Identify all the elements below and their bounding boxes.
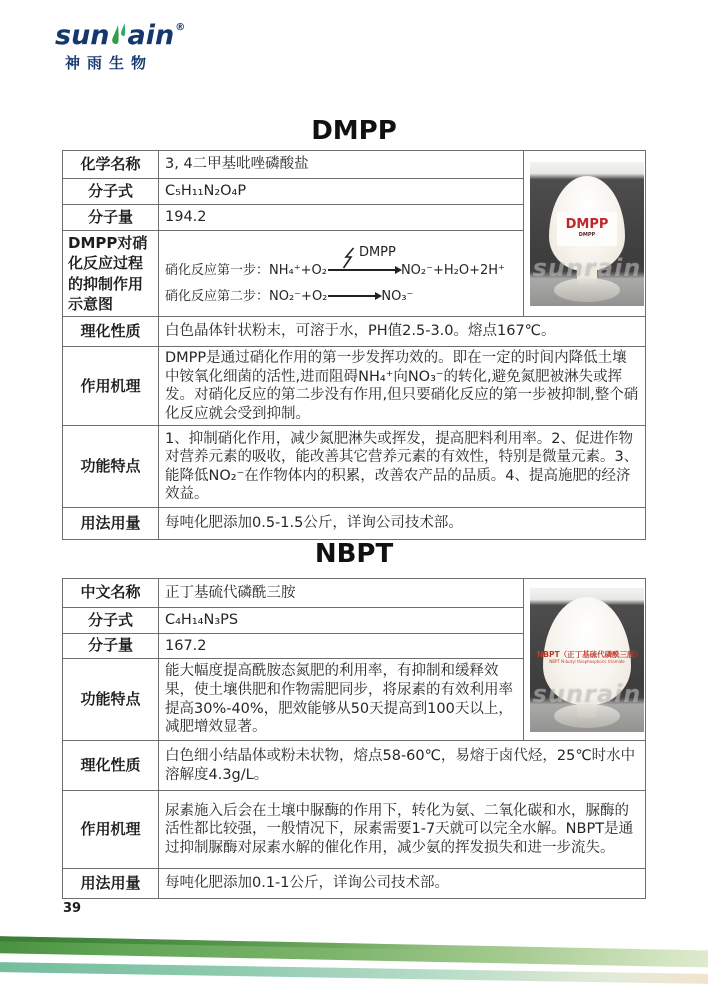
nbpt-sample-label-text: NBPT（正丁基硫代磷酰三胺）: [537, 649, 643, 659]
registered-mark: ®: [175, 22, 186, 33]
dmpp-weight-label: 分子量: [63, 205, 159, 231]
dmpp-usage-value: 每吨化肥添加0.5-1.5公斤，详询公司技术部。: [159, 508, 646, 540]
nbpt-features-value: 能大幅度提高酰胺态氮肥的利用率，有抑制和缓释效果，使土壤供肥和作物需肥同步，将尿素的有效利用率提高30%-40%，肥效能够从50天提高到100天以上，减肥增效显著。: [159, 659, 524, 741]
step2-products: NO₃⁻: [381, 289, 414, 304]
nbpt-weight-value: 167.2: [159, 634, 524, 659]
nitrification-step1: [165, 245, 517, 280]
dmpp-product-photo: [530, 162, 644, 306]
step1-reactants: NH₄⁺+O₂: [269, 263, 327, 279]
nbpt-photo-cell: [524, 579, 646, 741]
reaction-arrow: [328, 245, 400, 271]
nbpt-features-label: 功能特点: [63, 659, 159, 741]
dmpp-properties-label: 理化性质: [63, 317, 159, 347]
nbpt-mechanism-label: 作用机理: [63, 791, 159, 869]
step2-label: 硝化反应第二步：: [165, 289, 270, 304]
photo-watermark: sunrain: [532, 679, 642, 708]
nbpt-formula-label: 分子式: [63, 608, 159, 634]
nbpt-product-photo: [530, 588, 644, 732]
dmpp-features-value: 1、抑制硝化作用，减少氮肥淋失或挥发，提高肥料利用率。2、促进作物对营养元素的吸收，能改善其它营养元素的有效性，特别是微量元素。3、能降低NO₂⁻在作物体内的积累，改善农产品的品质。4、提高施肥的经济效益。: [159, 426, 646, 508]
brand-chinese-name: 神雨生物: [65, 54, 154, 72]
reaction-arrow: [328, 295, 380, 297]
dmpp-spec-table: [62, 150, 646, 540]
nbpt-section-title: NBPT: [314, 539, 394, 569]
dmpp-usage-label: 用法用量: [63, 508, 159, 540]
nitrification-step2: [165, 289, 517, 306]
nbpt-sample-label-subtext: NBPT N-butyl thiophosphoric triamide: [549, 658, 625, 664]
dmpp-photo-cell: [524, 151, 646, 317]
dmpp-reaction-diagram: [159, 231, 524, 317]
nbpt-chem-name-label: 中文名称: [63, 579, 159, 608]
dmpp-formula-value: C₅H₁₁N₂O₄P: [159, 179, 524, 205]
brand-wordmark: [55, 22, 205, 49]
table-row: [63, 317, 646, 347]
nbpt-usage-value: 每吨化肥添加0.1-1公斤，详询公司技术部。: [159, 869, 646, 899]
lightning-bolt-icon: [342, 247, 355, 269]
brand-text-sun: sun: [55, 20, 110, 51]
nbpt-weight-label: 分子量: [63, 634, 159, 659]
dmpp-mechanism-value: DMPP是通过硝化作用的第一步发挥功效的。即在一定的时间内降低土壤中铵氧化细菌的活性,进而阻碍NH₄⁺向NO₃⁻的转化,避免氮肥被淋失或挥发。对硝化反应的第二步没有作用,但只要硝化反应的第一步被抑制,整个硝化反应就会受到抑制。: [159, 347, 646, 426]
nbpt-mechanism-value: 尿素施入后会在土壤中脲酶的作用下，转化为氨、二氧化碳和水，脲酶的活性都比较强，一般情况下，尿素需要1-7天就可以完全水解。NBPT是通过抑制脲酶对尿素水解的催化作用，减少氨的挥发损失和进一步流失。: [159, 791, 646, 869]
table-row: [63, 508, 646, 540]
dmpp-properties-value: 白色晶体针状粉末，可溶于水，PH值2.5-3.0。熔点167℃。: [159, 317, 646, 347]
photo-watermark: sunrain: [532, 253, 642, 282]
dmpp-formula-label: 分子式: [63, 179, 159, 205]
dmpp-chem-name-label: 化学名称: [63, 151, 159, 179]
dmpp-sample-label-subtext: DMPP: [578, 232, 596, 238]
nbpt-chem-name-value: 正丁基硫代磷酰三胺: [159, 579, 524, 608]
inhibitor-label: DMPP: [358, 245, 396, 261]
nbpt-sample-label: [537, 649, 643, 665]
table-row: [63, 579, 646, 608]
dmpp-sample-label-text: DMPP: [565, 217, 609, 232]
logo-droplets-icon: [109, 22, 129, 46]
footer-ribbon-teal: [0, 962, 708, 985]
dmpp-mechanism-label: 作用机理: [63, 347, 159, 426]
step1-products: NO₂⁻+H₂O+2H⁺: [400, 263, 505, 279]
dmpp-section-title: DMPP: [311, 116, 397, 146]
table-row: [63, 151, 646, 179]
nbpt-usage-label: 用法用量: [63, 869, 159, 899]
table-row: [63, 791, 646, 869]
nbpt-properties-label: 理化性质: [63, 741, 159, 791]
dmpp-chem-name-value: 3, 4二甲基吡唑磷酸盐: [159, 151, 524, 179]
step2-reactants: NO₂⁻+O₂: [269, 289, 328, 304]
table-row: [63, 869, 646, 899]
dmpp-sample-label: [557, 212, 617, 246]
dmpp-inhibition-mark: [342, 245, 396, 269]
table-row: [63, 426, 646, 508]
dmpp-weight-value: 194.2: [159, 205, 524, 231]
step1-label: 硝化反应第一步：: [165, 263, 270, 279]
nbpt-formula-value: C₄H₁₄N₃PS: [159, 608, 524, 634]
table-row: [63, 347, 646, 426]
brand-text-ain: ain: [127, 20, 175, 51]
dmpp-diagram-label: DMPP对硝化反应过程的抑制作用示意图: [63, 231, 159, 317]
nbpt-properties-value: 白色细小结晶体或粉未状物，熔点58-60℃，易熔于卤代烃，25℃时水中溶解度4.3g/L。: [159, 741, 646, 791]
dmpp-features-label: 功能特点: [63, 426, 159, 508]
brand-logo: [55, 22, 205, 73]
page-number: 39: [63, 901, 82, 916]
nbpt-spec-table: [62, 578, 646, 899]
table-row: [63, 741, 646, 791]
